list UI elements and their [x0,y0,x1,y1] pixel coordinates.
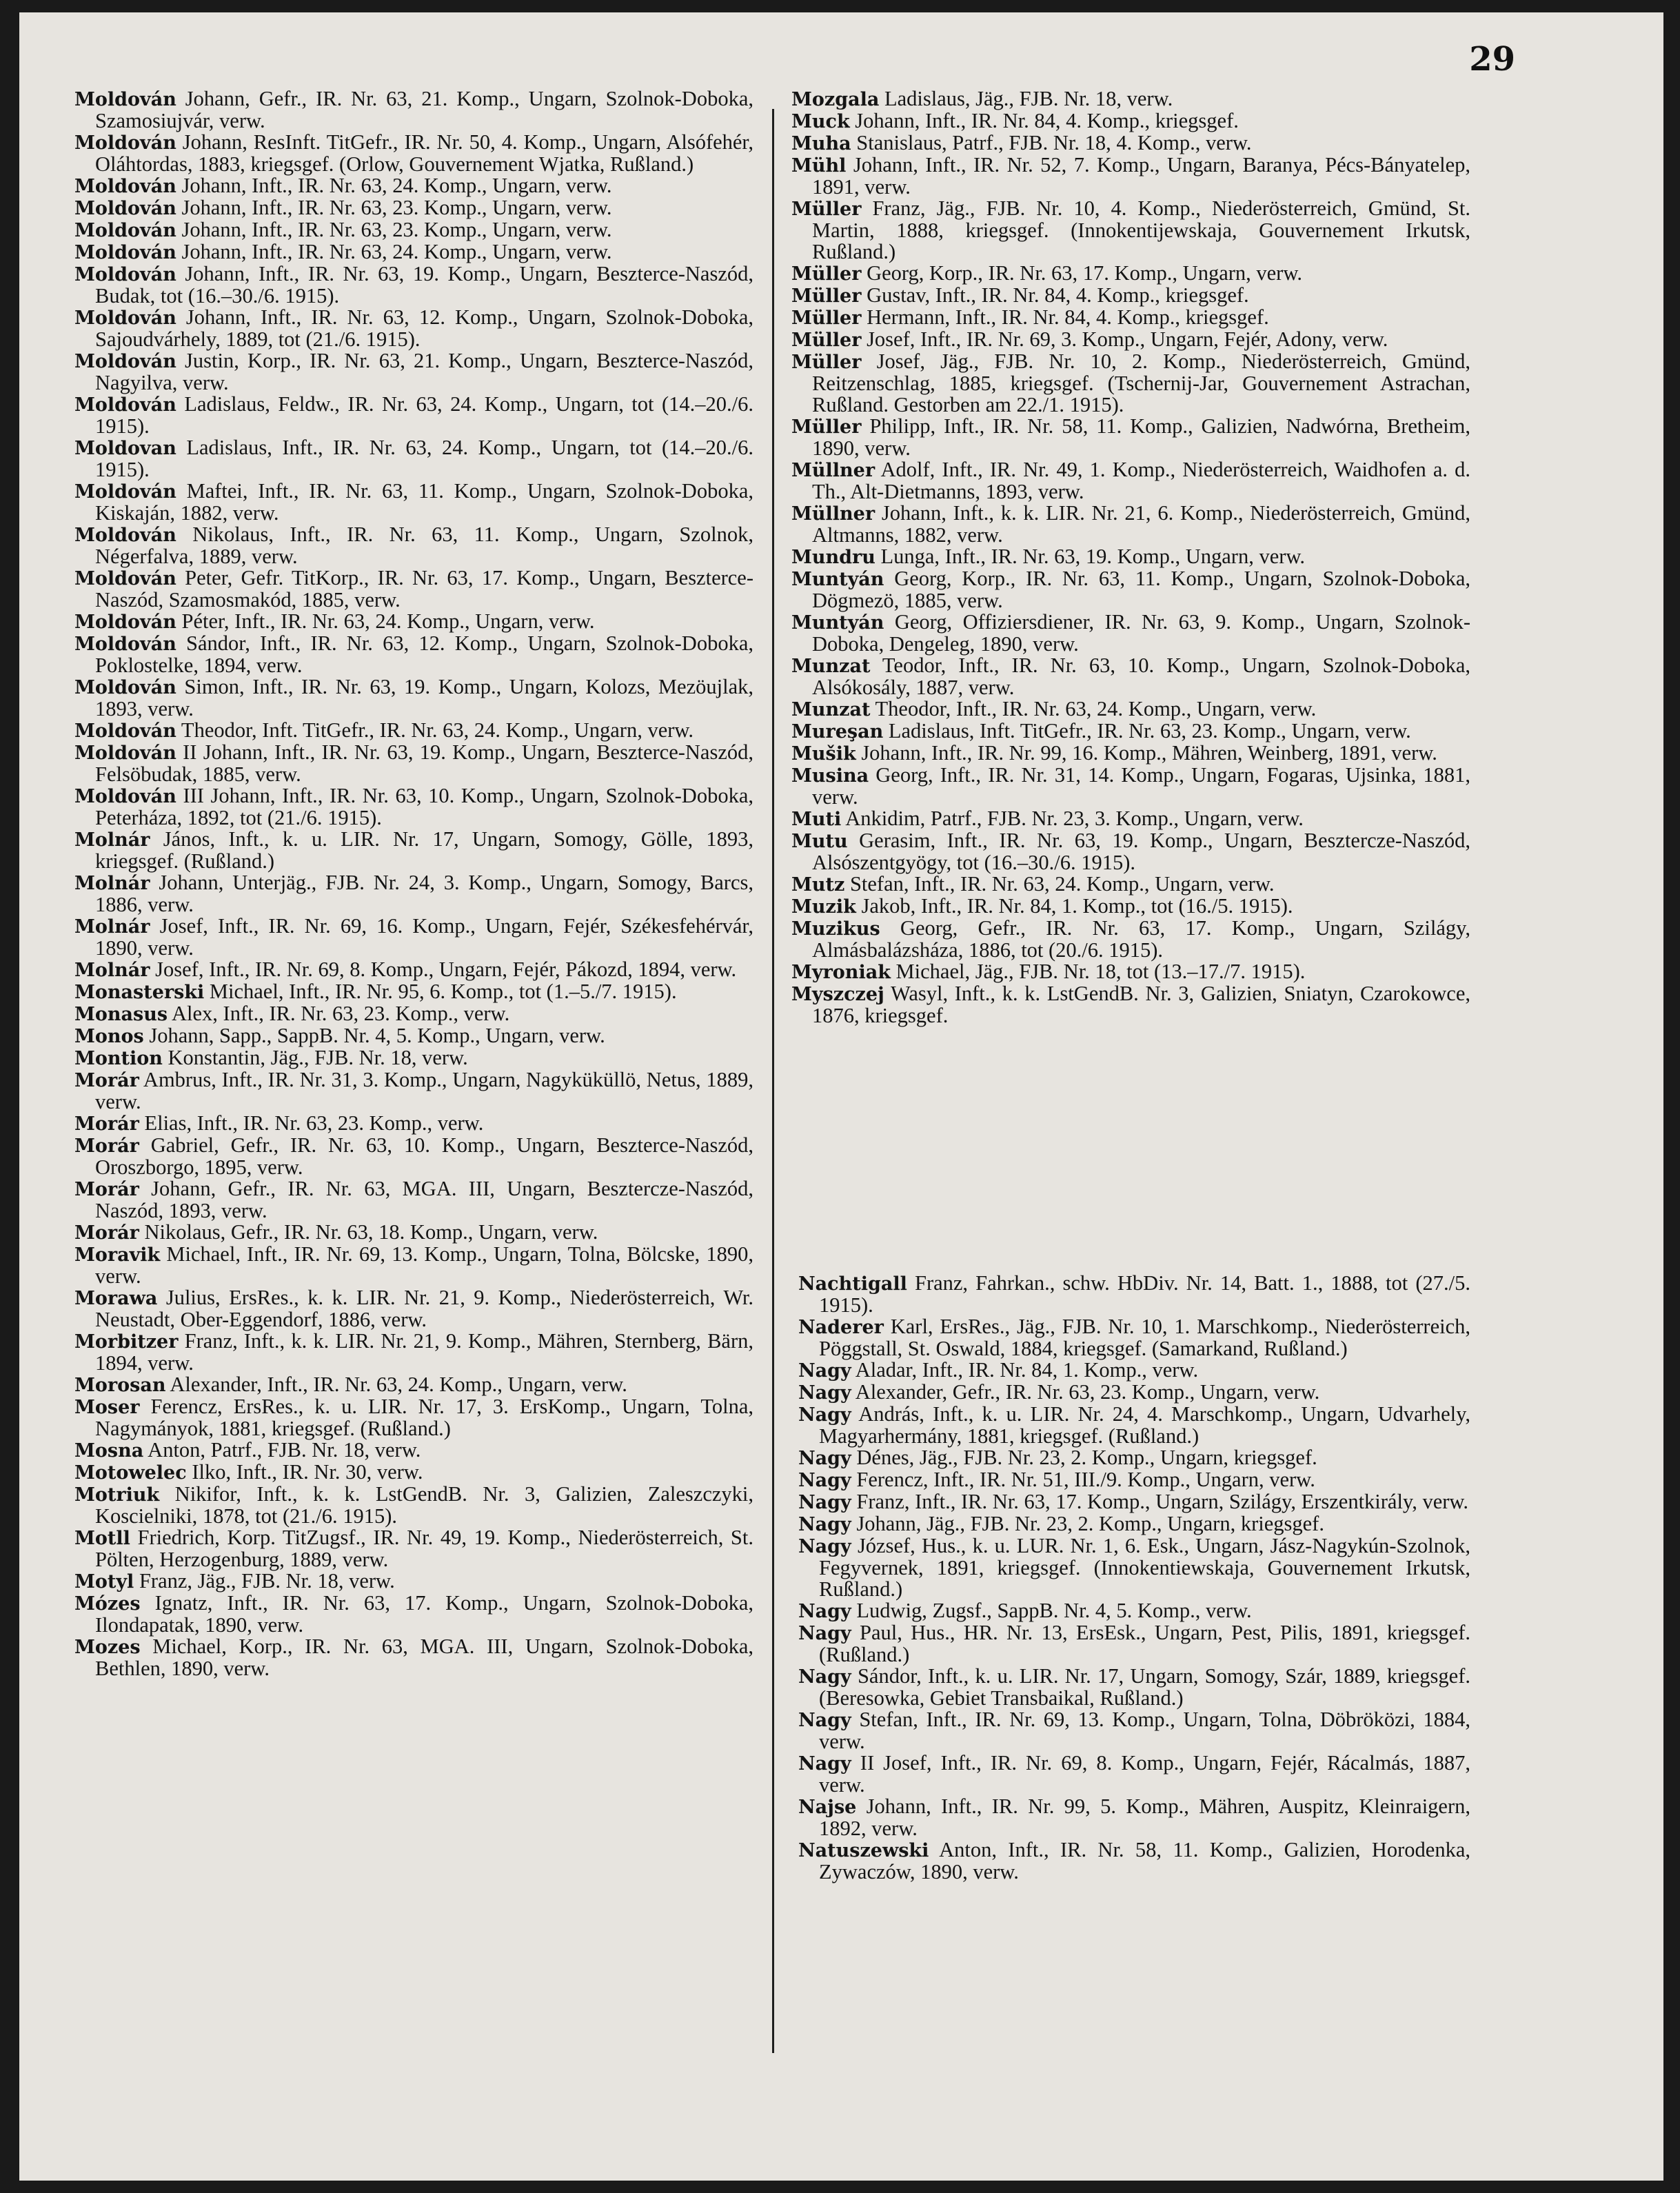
entry-details: Ladislaus, Inft., IR. Nr. 63, 24. Komp., Ungarn, tot (14.–20./6. 1915). [95,436,753,481]
entry [74,1135,753,1178]
entry-details: Georg, Inft., IR. Nr. 31, 14. Komp., Ungarn, Fogaras, Ujsinka, 1881, verw. [812,763,1470,809]
entry [74,219,753,241]
entry-details: Franz, Inft., IR. Nr. 63, 17. Komp., Ungarn, Szilágy, Erszentkirály, verw. [851,1490,1469,1513]
entry-surname: Morár [74,1135,139,1157]
entry [791,720,1470,742]
entry [791,983,1470,1027]
entry [74,720,753,742]
entry-surname: Munzat [791,699,871,720]
entry [74,742,753,785]
entry-details: Johann, Jäg., FJB. Nr. 23, 2. Komp., Ungarn, kriegsgef. [851,1512,1324,1535]
entry-details: Alex, Inft., IR. Nr. 63, 23. Komp., verw. [168,1002,510,1025]
entry-surname: Morár [74,1070,139,1091]
entry-details: Gabriel, Gefr., IR. Nr. 63, 10. Komp., Ungarn, Beszterce-Naszód, Oroszborgo, 1895, verw. [95,1133,753,1179]
entry-surname: Muzikus [791,918,880,940]
entry-details: József, Hus., k. u. LUR. Nr. 1, 6. Esk., Ungarn, Jász-Nagykún-Szolnok, Fegyvernek, 1891, kriegsgef. (Innokentiewskaja, Gouvernement Irkutsk, Rußland.) [819,1534,1470,1601]
entry-details: Nikolaus, Gefr., IR. Nr. 63, 18. Komp., Ungarn, verw. [139,1220,598,1244]
entry-details: Stanislaus, Patrf., FJB. Nr. 18, 4. Komp., verw. [851,131,1252,154]
entry-details: Michael, Jäg., FJB. Nr. 18, tot (13.–17./7. 1915). [890,960,1306,983]
entry-details: Johann, Inft., IR. Nr. 63, 19. Komp., Ungarn, Beszterce-Naszód, Budak, tot (16.–30./6. 1915). [95,262,753,307]
entry-details: Josef, Inft., IR. Nr. 69, 16. Komp., Ungarn, Fejér, Székesfehérvár, 1890, verw. [95,914,753,960]
entry-details: Philipp, Inft., IR. Nr. 58, 11. Komp., Galizien, Nadwórna, Bretheim, 1890, verw. [812,414,1470,460]
entry-surname: Mušik [791,743,856,765]
entry-surname: Naderer [798,1317,884,1338]
entry-surname: Moldovan [74,438,176,459]
entry [798,1752,1470,1796]
document-page [19,12,1663,2181]
entry-surname: Mundru [791,547,876,568]
entry [798,1796,1470,1839]
entry-details: Alexander, Inft., IR. Nr. 63, 24. Komp., Ungarn, verw. [165,1373,627,1396]
entry [74,785,753,829]
entry [798,1404,1470,1447]
entry [798,1360,1470,1382]
entry-surname: Moldován [74,394,176,416]
entry-surname: Musina [791,765,869,787]
entry [74,481,753,524]
entry-details: András, Inft., k. u. LIR. Nr. 24, 4. Marschkomp., Ungarn, Udvarhely, Magyarhermány, 1881, kriegsgef. (Rußland.) [819,1402,1470,1448]
entry [74,611,753,633]
entry-details: Michael, Inft., IR. Nr. 69, 13. Komp., Ungarn, Tolna, Bölcske, 1890, verw. [95,1242,753,1288]
entry-details: Franz, Jäg., FJB. Nr. 10, 4. Komp., Niederösterreich, Gmünd, St. Martin, 1888, kriegsgef. (Innokentijewskaja, Gouvernement Irkutsk, Rußland.) [812,196,1470,263]
entry-details: Ankidim, Patrf., FJB. Nr. 23, 3. Komp., Ungarn, verw. [841,807,1304,830]
entry-surname: Nagy [798,1536,851,1557]
entry-surname: Motll [74,1528,130,1549]
entry [791,655,1470,698]
entry [798,1622,1470,1666]
entry [791,110,1470,132]
entry-details: Franz, Fahrkan., schw. HbDiv. Nr. 14, Batt. 1., 1888, tot (27./5. 1915). [819,1271,1470,1317]
entry [74,1025,753,1047]
entry-details: Ludwig, Zugsf., SappB. Nr. 4, 5. Komp., verw. [851,1599,1252,1622]
entry-details: Ladislaus, Jäg., FJB. Nr. 18, verw. [879,87,1173,110]
entry-surname: Moldován [74,786,176,807]
entry [791,351,1470,416]
entry-details: Konstantin, Jäg., FJB. Nr. 18, verw. [162,1046,468,1069]
entry-surname: Molnár [74,873,150,894]
entry [74,872,753,916]
entry-details: Georg, Korp., IR. Nr. 63, 11. Komp., Ungarn, Szolnok-Doboka, Dögmezö, 1885, verw. [812,567,1470,612]
entry-surname: Myszczej [791,984,884,1005]
entry-details: Teodor, Inft., IR. Nr. 63, 10. Komp., Ungarn, Szolnok-Doboka, Alsókosály, 1887, verw. [812,654,1470,699]
entry [74,1636,753,1679]
entry-surname: Müller [791,285,862,307]
entry-surname: Morár [74,1113,139,1135]
entry-details: Ferencz, Inft., IR. Nr. 51, III./9. Komp., Ungarn, verw. [851,1468,1315,1491]
entry [74,1178,753,1222]
entry-details: Adolf, Inft., IR. Nr. 49, 1. Komp., Niederösterreich, Waidhofen a. d. Th., Alt-Dietmanns, 1893, verw. [812,458,1470,503]
entry [74,1484,753,1527]
right-column-n-section [798,1273,1470,1883]
entry-details: Johann, Inft., IR. Nr. 63, 24. Komp., Ungarn, verw. [176,174,612,197]
entry-surname: Moldován [74,677,176,698]
entry-surname: Moldován [74,198,176,219]
entry [791,612,1470,655]
entry [74,1003,753,1025]
entry-details: Johann, Inft., IR. Nr. 84, 4. Komp., kriegsgef. [849,109,1239,132]
entry-surname: Nagy [798,1492,851,1513]
entry-details: Johann, Inft., IR. Nr. 99, 16. Komp., Mähren, Weinberg, 1891, verw. [856,741,1437,765]
entry-surname: Monasterski [74,982,205,1003]
entry-details: János, Inft., k. u. LIR. Nr. 17, Ungarn, Somogy, Gölle, 1893, kriegsgef. (Rußland.) [95,827,753,873]
entry-details: Johann, Inft., k. k. LIR. Nr. 21, 6. Komp., Niederösterreich, Gmünd, Altmanns, 1882, verw. [812,501,1470,547]
entry [74,88,753,132]
left-column [74,88,753,1679]
entry-surname: Morosan [74,1375,166,1396]
entry [791,503,1470,546]
entry-surname: Mozes [74,1637,141,1658]
entry [798,1273,1470,1316]
entry-surname: Mureşan [791,721,884,742]
entry-surname: Molnár [74,960,150,981]
entry [798,1316,1470,1360]
entry [791,416,1470,459]
entry-surname: Motowelec [74,1462,187,1484]
entry-details: Stefan, Inft., IR. Nr. 63, 24. Komp., Ungarn, verw. [844,872,1275,896]
entry-surname: Nagy [798,1623,851,1644]
entry [798,1839,1470,1883]
entry-details: Johann, Inft., IR. Nr. 63, 24. Komp., Ungarn, verw. [176,240,612,263]
entry-surname: Mosna [74,1440,144,1462]
entry-surname: Moldován [74,264,176,285]
entry-details: Josef, Inft., IR. Nr. 69, 3. Komp., Ungarn, Fejér, Adony, verw. [861,327,1388,351]
entry-surname: Moldován [74,568,176,589]
entry-surname: Mühl [791,155,847,176]
entry-details: Johann, Inft., IR. Nr. 63, 23. Komp., Ungarn, verw. [176,196,612,219]
entry-surname: Nachtigall [798,1273,907,1295]
entry [74,1570,753,1593]
entry-surname: Nagy [798,1470,851,1491]
entry-details: II Johann, Inft., IR. Nr. 63, 19. Komp., Ungarn, Beszterce-Naszód, Felsöbudak, 1885, verw. [95,740,753,786]
entry-details: Péter, Inft., IR. Nr. 63, 24. Komp., Ungarn, verw. [176,609,595,633]
entry [74,1244,753,1287]
entry-details: Johann, Inft., IR. Nr. 52, 7. Komp., Ungarn, Baranya, Pécs-Bányatelep, 1891, verw. [812,153,1470,199]
entry [74,1593,753,1636]
entry-details: Michael, Inft., IR. Nr. 95, 6. Komp., tot (1.–5./7. 1915). [204,980,677,1003]
entry-details: Gerasim, Inft., IR. Nr. 63, 19. Komp., Ungarn, Besztercze-Naszód, Alsószentgyögy, tot (16.–30./6. 1915). [812,829,1470,874]
entry-surname: Moldován [74,220,176,241]
entry-surname: Mutu [791,831,848,852]
entry-details: Johann, Inft., IR. Nr. 63, 12. Komp., Ungarn, Szolnok-Doboka, Sajoudvárhely, 1889, tot (21./6. 1915). [95,305,753,351]
entry-surname: Müllner [791,460,876,481]
entry-details: Johann, Inft., IR. Nr. 99, 5. Komp., Mähren, Auspitz, Kleinraigern, 1892, verw. [819,1795,1470,1840]
right-column [791,88,1470,1027]
entry-surname: Muzik [791,896,856,918]
entry [74,676,753,720]
entry [74,394,753,437]
entry-details: Peter, Gefr. TitKorp., IR. Nr. 63, 17. Komp., Ungarn, Beszterce-Naszód, Szamosmakód, 1885, verw. [95,566,753,612]
entry-surname: Müller [791,330,862,351]
entry [798,1535,1470,1600]
entry [74,132,753,175]
entry-details: Franz, Jäg., FJB. Nr. 18, verw. [134,1569,395,1593]
entry-details: Ferencz, ErsRes., k. u. LIR. Nr. 17, 3. ErsKomp., Ungarn, Tolna, Nagymányok, 1881, kriegsgef. (Rußland.) [95,1395,753,1440]
entry-details: Maftei, Inft., IR. Nr. 63, 11. Komp., Ungarn, Szolnok-Doboka, Kiskaján, 1882, verw. [95,479,753,525]
entry [791,459,1470,503]
entry [74,1331,753,1374]
entry-details: Anton, Patrf., FJB. Nr. 18, verw. [143,1438,421,1462]
entry [791,896,1470,918]
entry-surname: Moravik [74,1244,161,1266]
entry-surname: Müller [791,263,862,285]
entry-surname: Moldován [74,176,176,197]
entry-surname: Moldován [74,481,176,503]
entry [798,1447,1470,1469]
entry-surname: Müller [791,352,862,373]
entry-details: Sándor, Inft., IR. Nr. 63, 12. Komp., Ungarn, Szolnok-Doboka, Poklostelke, 1894, verw. [95,631,753,677]
entry-surname: Morár [74,1179,139,1200]
entry [74,1113,753,1135]
entry-surname: Moldován [74,742,176,764]
entry-surname: Munzat [791,656,871,677]
entry [791,198,1470,263]
entry-surname: Nagy [798,1601,851,1622]
entry-details: Friedrich, Korp. TitZugsf., IR. Nr. 49, 19. Komp., Niederösterreich, St. Pölten, Herzogenburg, 1889, verw. [95,1526,753,1571]
entry-surname: Nagy [798,1448,851,1469]
entry-details: Hermann, Inft., IR. Nr. 84, 4. Komp., kriegsgef. [861,305,1269,329]
entry-surname: Morbitzer [74,1331,179,1353]
entry [74,1222,753,1244]
entry [74,307,753,350]
entry-surname: Moldován [74,351,176,372]
entry [798,1491,1470,1513]
entry-details: Julius, ErsRes., k. k. LIR. Nr. 21, 9. Komp., Niederösterreich, Wr. Neustadt, Ober-Eggendorf, 1886, verw. [95,1286,753,1331]
entry-details: Ilko, Inft., IR. Nr. 30, verw. [186,1460,423,1484]
entry [798,1600,1470,1622]
entry [791,808,1470,830]
entry-surname: Moldován [74,720,176,742]
entry [74,829,753,872]
entry-surname: Myroniak [791,962,891,983]
column-divider [772,109,774,2053]
entry [798,1709,1470,1752]
entry-details: Ignatz, Inft., IR. Nr. 63, 17. Komp., Ungarn, Szolnok-Doboka, Ilondapatak, 1890, verw. [95,1591,753,1637]
entry-surname: Morawa [74,1288,158,1309]
entry-details: Anton, Inft., IR. Nr. 58, 11. Komp., Galizien, Horodenka, Zywaczów, 1890, verw. [819,1838,1470,1883]
entry-surname: Monos [74,1026,144,1047]
entry-details: II Josef, Inft., IR. Nr. 69, 8. Komp., Ungarn, Fejér, Rácalmás, 1887, verw. [819,1751,1470,1797]
entry-details: Karl, ErsRes., Jäg., FJB. Nr. 10, 1. Marschkomp., Niederösterreich, Pöggstall, St. Oswald, 1884, kriegsgef. (Samarkand, Rußland.) [819,1315,1470,1360]
entry [74,1439,753,1462]
entry-details: Ladislaus, Feldw., IR. Nr. 63, 24. Komp., Ungarn, tot (14.–20./6. 1915). [95,392,753,438]
entry [791,132,1470,154]
entry-surname: Mutz [791,874,845,896]
entry [791,307,1470,329]
entry [74,1374,753,1396]
entry-surname: Moldován [74,525,176,546]
entry [74,567,753,611]
entry-details: Nikifor, Inft., k. k. LstGendB. Nr. 3, Galizien, Zaleszczyki, Koscielniki, 1878, tot (21./6. 1915). [95,1482,753,1528]
entry-details: Alexander, Gefr., IR. Nr. 63, 23. Komp., Ungarn, verw. [851,1380,1320,1404]
entry-surname: Motyl [74,1571,134,1593]
entry [798,1469,1470,1491]
entry [74,916,753,959]
entry-surname: Moldován [74,242,176,263]
entry-details: Dénes, Jäg., FJB. Nr. 23, 2. Komp., Ungarn, kriegsgef. [851,1446,1317,1469]
entry-details: Gustav, Inft., IR. Nr. 84, 4. Komp., kriegsgef. [861,283,1249,307]
entry-details: Simon, Inft., IR. Nr. 63, 19. Komp., Ungarn, Kolozs, Mezöujlak, 1893, verw. [95,675,753,720]
entry-surname: Nagy [798,1710,851,1731]
entry [791,918,1470,961]
entry-surname: Muntyán [791,612,884,634]
entry [798,1666,1470,1709]
entry-surname: Moldován [74,612,176,633]
entry-details: Theodor, Inft. TitGefr., IR. Nr. 63, 24. Komp., Ungarn, verw. [176,718,694,742]
entry-surname: Moldován [74,307,176,329]
entry-details: Johann, Inft., IR. Nr. 63, 23. Komp., Ungarn, verw. [176,218,612,241]
entry-details: Georg, Offiziersdiener, IR. Nr. 63, 9. Komp., Ungarn, Szolnok-Doboka, Dengeleg, 1890, verw. [812,610,1470,656]
entry [791,873,1470,896]
entry-details: Michael, Korp., IR. Nr. 63, MGA. III, Ungarn, Szolnok-Doboka, Bethlen, 1890, verw. [95,1635,753,1680]
entry [798,1382,1470,1404]
entry-details: Theodor, Inft., IR. Nr. 63, 24. Komp., Ungarn, verw. [870,697,1317,720]
entry-surname: Müller [791,199,862,220]
entry-surname: Müller [791,416,862,438]
entry-surname: Natuszewski [798,1840,929,1861]
entry [74,241,753,263]
entry-details: Johann, Gefr., IR. Nr. 63, 21. Komp., Ungarn, Szolnok-Doboka, Szamosiujvár, verw. [95,87,753,132]
entry-surname: Moldován [74,132,176,154]
entry [74,1287,753,1331]
entry-details: Jakob, Inft., IR. Nr. 84, 1. Komp., tot (16./5. 1915). [856,894,1293,918]
entry-surname: Muha [791,133,851,154]
entry [74,437,753,481]
entry-surname: Morár [74,1222,139,1244]
entry [74,1047,753,1069]
entry-details: Sándor, Inft., k. u. LIR. Nr. 17, Ungarn, Somogy, Szár, 1889, kriegsgef. (Beresowka, Gebiet Transbaikal, Rußland.) [819,1664,1470,1710]
entry-surname: Müller [791,307,862,329]
entry-surname: Moldován [74,634,176,655]
entry [74,263,753,307]
entry [791,568,1470,612]
entry-surname: Monasus [74,1004,168,1025]
entry-details: Stefan, Inft., IR. Nr. 69, 13. Komp., Ungarn, Tolna, Döbröközi, 1884, verw. [819,1708,1470,1753]
entry-details: Franz, Inft., k. k. LIR. Nr. 21, 9. Komp., Mähren, Sternberg, Bärn, 1894, verw. [95,1329,753,1375]
entry-details: Johann, Unterjäg., FJB. Nr. 24, 3. Komp., Ungarn, Somogy, Barcs, 1886, verw. [95,871,753,916]
entry-details: Georg, Gefr., IR. Nr. 63, 17. Komp., Ungarn, Szilágy, Almásbalázsháza, 1886, tot (20./6. 1915). [812,916,1470,962]
entry [791,285,1470,307]
entry-details: Georg, Korp., IR. Nr. 63, 17. Komp., Ungarn, verw. [861,261,1302,285]
entry [791,546,1470,568]
entry-surname: Moser [74,1397,140,1418]
entry-details: Ladislaus, Inft. TitGefr., IR. Nr. 63, 23. Komp., Ungarn, verw. [883,719,1411,742]
entry-details: Paul, Hus., HR. Nr. 13, ErsEsk., Ungarn, Pest, Pilis, 1891, kriegsgef. (Rußland.) [819,1621,1470,1666]
entry-details: Lunga, Inft., IR. Nr. 63, 19. Komp., Ungarn, verw. [875,545,1306,568]
entry [791,329,1470,351]
entry-details: Johann, ResInft. TitGefr., IR. Nr. 50, 4. Komp., Ungarn, Alsófehér, Oláhtordas, 1883, kriegsgef. (Orlow, Gouvernement Wjatka, Rußland.) [95,130,753,176]
entry-surname: Mozgala [791,89,880,110]
entry-surname: Nagy [798,1382,851,1404]
entry-surname: Müllner [791,503,876,525]
entry-surname: Moldován [74,89,176,110]
entry [791,88,1470,110]
entry-surname: Muti [791,809,842,830]
entry [74,1462,753,1484]
entry-surname: Molnár [74,829,150,851]
entry-surname: Nagy [798,1360,851,1382]
entry-details: Elias, Inft., IR. Nr. 63, 23. Komp., verw. [139,1111,484,1135]
entry-surname: Nagy [798,1404,851,1426]
entry-surname: Muntyán [791,569,884,590]
entry [74,1527,753,1570]
entry-details: Nikolaus, Inft., IR. Nr. 63, 11. Komp., Ungarn, Szolnok, Négerfalva, 1889, verw. [95,523,753,568]
entry-details: III Johann, Inft., IR. Nr. 63, 10. Komp., Ungarn, Szolnok-Doboka, Peterháza, 1892, tot (21./6. 1915). [95,784,753,829]
entry [791,830,1470,873]
entry-details: Johann, Sapp., SappB. Nr. 4, 5. Komp., Ungarn, verw. [143,1024,605,1047]
entry [74,524,753,567]
entry-surname: Nagy [798,1514,851,1535]
entry [791,961,1470,983]
entry-details: Josef, Jäg., FJB. Nr. 10, 2. Komp., Niederösterreich, Gmünd, Reitzenschlag, 1885, kriegsgef. (Tschernij-Jar, Gouvernement Astrachan, Rußland. Gestorben am 22./1. 1915). [812,350,1470,416]
entry-surname: Mózes [74,1593,141,1615]
entry-details: Josef, Inft., IR. Nr. 69, 8. Komp., Ungarn, Fejér, Pákozd, 1894, verw. [150,958,737,981]
entry-surname: Nagy [798,1753,851,1775]
entry [74,981,753,1003]
entry-surname: Muck [791,111,850,132]
entry-surname: Motriuk [74,1484,160,1506]
entry [74,197,753,219]
entry [74,1396,753,1439]
entry [74,350,753,394]
entry [74,959,753,981]
entry-details: Justin, Korp., IR. Nr. 63, 21. Komp., Ungarn, Beszterce-Naszód, Nagyilva, verw. [95,349,753,394]
entry [74,175,753,197]
entry [798,1513,1470,1535]
entry-details: Wasyl, Inft., k. k. LstGendB. Nr. 3, Galizien, Sniatyn, Czarokowce, 1876, kriegsgef. [812,982,1470,1027]
entry-surname: Najse [798,1797,857,1818]
entry [791,263,1470,285]
entry [791,154,1470,198]
entry-surname: Nagy [798,1666,851,1688]
page-number: 29 [1469,40,1515,79]
entry-details: Aladar, Inft., IR. Nr. 84, 1. Komp., verw. [851,1358,1199,1382]
entry [74,633,753,676]
entry-surname: Molnár [74,916,150,938]
entry [791,765,1470,808]
entry [791,698,1470,720]
entry-details: Ambrus, Inft., IR. Nr. 31, 3. Komp., Ungarn, Nagyküküllö, Netus, 1889, verw. [95,1068,753,1113]
entry [74,1069,753,1113]
entry-surname: Montion [74,1048,163,1069]
entry [791,742,1470,765]
entry-details: Johann, Gefr., IR. Nr. 63, MGA. III, Ungarn, Besztercze-Naszód, Naszód, 1893, verw. [95,1177,753,1222]
